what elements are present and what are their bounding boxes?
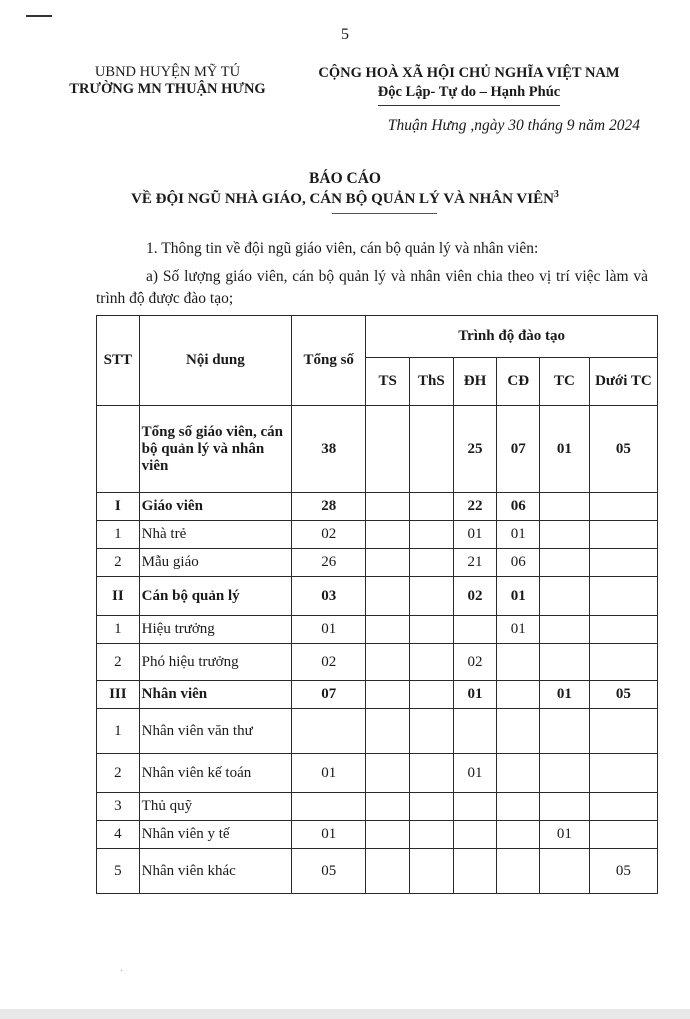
cell-total: 28 xyxy=(292,493,366,521)
cell-cd: 01 xyxy=(497,616,540,644)
cell-below-tc: 05 xyxy=(589,406,657,493)
cell-stt: 1 xyxy=(97,616,140,644)
cell-dh xyxy=(453,793,497,821)
staff-table xyxy=(96,315,658,894)
cell-ths xyxy=(409,793,453,821)
report-subtitle-text: VỀ ĐỘI NGŨ NHÀ GIÁO, CÁN BỘ QUẢN LÝ VÀ NHÂN VIÊN xyxy=(131,191,554,207)
cell-tc xyxy=(540,754,590,793)
cell-total: 03 xyxy=(292,577,366,616)
cell-ths xyxy=(409,521,453,549)
table-row xyxy=(97,577,658,616)
cell-ts xyxy=(366,493,410,521)
cell-tc xyxy=(540,709,590,754)
cell-cd xyxy=(497,821,540,849)
cell-ts xyxy=(366,577,410,616)
cell-ts xyxy=(366,754,410,793)
scan-speck: · xyxy=(120,966,124,977)
cell-ths xyxy=(409,709,453,754)
cell-stt: III xyxy=(97,681,140,709)
cell-below-tc xyxy=(589,549,657,577)
section-1-heading: 1. Thông tin về đội ngũ giáo viên, cán bộ quản lý và nhân viên: xyxy=(146,240,539,257)
cell-dh: 01 xyxy=(453,681,497,709)
issuing-authority xyxy=(40,64,295,98)
cell-ts xyxy=(366,521,410,549)
motto: Độc Lập- Tự do – Hạnh Phúc xyxy=(378,83,560,106)
cell-stt: 2 xyxy=(97,644,140,681)
cell-ths xyxy=(409,821,453,849)
cell-content: Nhân viên y tế xyxy=(139,821,291,849)
cell-content: Thủ quỹ xyxy=(139,793,291,821)
cell-ts xyxy=(366,644,410,681)
cell-dh: 02 xyxy=(453,577,497,616)
cell-cd xyxy=(497,681,540,709)
cell-below-tc xyxy=(589,577,657,616)
national-header xyxy=(295,64,643,106)
cell-content: Phó hiệu trưởng xyxy=(139,644,291,681)
cell-stt: II xyxy=(97,577,140,616)
cell-stt: 2 xyxy=(97,754,140,793)
cell-ts xyxy=(366,616,410,644)
table-row xyxy=(97,616,658,644)
cell-ts xyxy=(366,549,410,577)
cell-total: 02 xyxy=(292,644,366,681)
header-stt: STT xyxy=(97,316,140,406)
cell-below-tc xyxy=(589,754,657,793)
cell-total: 07 xyxy=(292,681,366,709)
cell-cd: 07 xyxy=(497,406,540,493)
cell-total xyxy=(292,709,366,754)
cell-tc xyxy=(540,644,590,681)
cell-stt: 5 xyxy=(97,849,140,894)
cell-total xyxy=(292,793,366,821)
section-a-text: a) Số lượng giáo viên, cán bộ quản lý và nhân viên chia theo vị trí việc làm và trình độ được đào tạo; xyxy=(96,268,648,307)
table-row xyxy=(97,681,658,709)
cell-ts xyxy=(366,709,410,754)
header-tc: TC xyxy=(540,358,590,406)
cell-below-tc xyxy=(589,644,657,681)
header-total: Tổng số xyxy=(292,316,366,406)
cell-ths xyxy=(409,406,453,493)
cell-ts xyxy=(366,821,410,849)
table-row xyxy=(97,709,658,754)
cell-total: 02 xyxy=(292,521,366,549)
cell-cd: 06 xyxy=(497,549,540,577)
cell-cd: 01 xyxy=(497,577,540,616)
cell-stt: 4 xyxy=(97,821,140,849)
cell-ths xyxy=(409,493,453,521)
table-row xyxy=(97,793,658,821)
cell-tc xyxy=(540,493,590,521)
cell-content: Nhà trẻ xyxy=(139,521,291,549)
cell-dh: 22 xyxy=(453,493,497,521)
cell-dh xyxy=(453,709,497,754)
table-row xyxy=(97,493,658,521)
cell-content: Giáo viên xyxy=(139,493,291,521)
cell-ths xyxy=(409,549,453,577)
cell-stt: 2 xyxy=(97,549,140,577)
header-training-level: Trình độ đào tạo xyxy=(366,316,658,358)
cell-content: Cán bộ quản lý xyxy=(139,577,291,616)
cell-below-tc: 05 xyxy=(589,849,657,894)
cell-stt xyxy=(97,406,140,493)
header-ts: TS xyxy=(366,358,410,406)
cell-cd xyxy=(497,849,540,894)
org-name: UBND HUYỆN MỸ TÚ xyxy=(94,64,241,80)
cell-tc: 01 xyxy=(540,821,590,849)
cell-below-tc xyxy=(589,709,657,754)
cell-dh xyxy=(453,849,497,894)
table-row xyxy=(97,754,658,793)
report-title: BÁO CÁO xyxy=(309,170,381,187)
cell-ts xyxy=(366,406,410,493)
cell-ts xyxy=(366,793,410,821)
cell-tc xyxy=(540,549,590,577)
title-underline xyxy=(332,213,437,214)
cell-stt: I xyxy=(97,493,140,521)
table-row xyxy=(97,406,658,493)
table-row xyxy=(97,549,658,577)
table-body xyxy=(97,406,658,894)
cell-dh: 01 xyxy=(453,521,497,549)
cell-below-tc xyxy=(589,616,657,644)
cell-below-tc xyxy=(589,793,657,821)
date-line: Thuận Hưng ,ngày 30 tháng 9 năm 2024 xyxy=(387,117,640,134)
cell-cd xyxy=(497,644,540,681)
cell-stt: 3 xyxy=(97,793,140,821)
cell-total: 01 xyxy=(292,821,366,849)
scan-bottom-edge xyxy=(0,1009,690,1019)
cell-tc xyxy=(540,577,590,616)
page-number: 5 xyxy=(341,26,349,43)
cell-stt: 1 xyxy=(97,709,140,754)
cell-cd xyxy=(497,709,540,754)
cell-content: Nhân viên xyxy=(139,681,291,709)
cell-content: Mẫu giáo xyxy=(139,549,291,577)
cell-ths xyxy=(409,644,453,681)
cell-stt: 1 xyxy=(97,521,140,549)
cell-tc xyxy=(540,521,590,549)
footnote-ref: 3 xyxy=(553,189,559,200)
cell-ts xyxy=(366,849,410,894)
cell-tc: 01 xyxy=(540,681,590,709)
cell-ths xyxy=(409,754,453,793)
cell-tc: 01 xyxy=(540,406,590,493)
report-subtitle xyxy=(0,189,690,208)
cell-content: Hiệu trưởng xyxy=(139,616,291,644)
cell-cd xyxy=(497,754,540,793)
cell-below-tc xyxy=(589,493,657,521)
cell-ts xyxy=(366,681,410,709)
header-content: Nội dung xyxy=(139,316,291,406)
table-row xyxy=(97,521,658,549)
header-below-tc: Dưới TC xyxy=(589,358,657,406)
cell-dh xyxy=(453,616,497,644)
cell-cd: 06 xyxy=(497,493,540,521)
cell-tc xyxy=(540,849,590,894)
cell-ths xyxy=(409,849,453,894)
cell-ths xyxy=(409,681,453,709)
header-ths: ThS xyxy=(409,358,453,406)
cell-below-tc xyxy=(589,821,657,849)
cell-total: 38 xyxy=(292,406,366,493)
header-cd: CĐ xyxy=(497,358,540,406)
scan-mark xyxy=(26,15,52,17)
table-row xyxy=(97,849,658,894)
cell-dh: 21 xyxy=(453,549,497,577)
cell-total: 05 xyxy=(292,849,366,894)
header-dh: ĐH xyxy=(453,358,497,406)
cell-total: 01 xyxy=(292,616,366,644)
cell-dh xyxy=(453,821,497,849)
cell-dh: 25 xyxy=(453,406,497,493)
school-name: TRƯỜNG MN THUẬN HƯNG xyxy=(69,81,266,97)
cell-tc xyxy=(540,616,590,644)
cell-dh: 01 xyxy=(453,754,497,793)
cell-tc xyxy=(540,793,590,821)
cell-below-tc: 05 xyxy=(589,681,657,709)
table-row xyxy=(97,644,658,681)
nation-name: CỘNG HOÀ XÃ HỘI CHỦ NGHĨA VIỆT NAM xyxy=(318,65,620,81)
cell-content: Nhân viên kế toán xyxy=(139,754,291,793)
cell-content: Tổng số giáo viên, cán bộ quản lý và nhân viên xyxy=(139,406,291,493)
cell-cd: 01 xyxy=(497,521,540,549)
cell-total: 26 xyxy=(292,549,366,577)
cell-content: Nhân viên khác xyxy=(139,849,291,894)
table-row xyxy=(97,821,658,849)
cell-ths xyxy=(409,616,453,644)
cell-content: Nhân viên văn thư xyxy=(139,709,291,754)
cell-below-tc xyxy=(589,521,657,549)
cell-total: 01 xyxy=(292,754,366,793)
cell-cd xyxy=(497,793,540,821)
cell-dh: 02 xyxy=(453,644,497,681)
cell-ths xyxy=(409,577,453,616)
